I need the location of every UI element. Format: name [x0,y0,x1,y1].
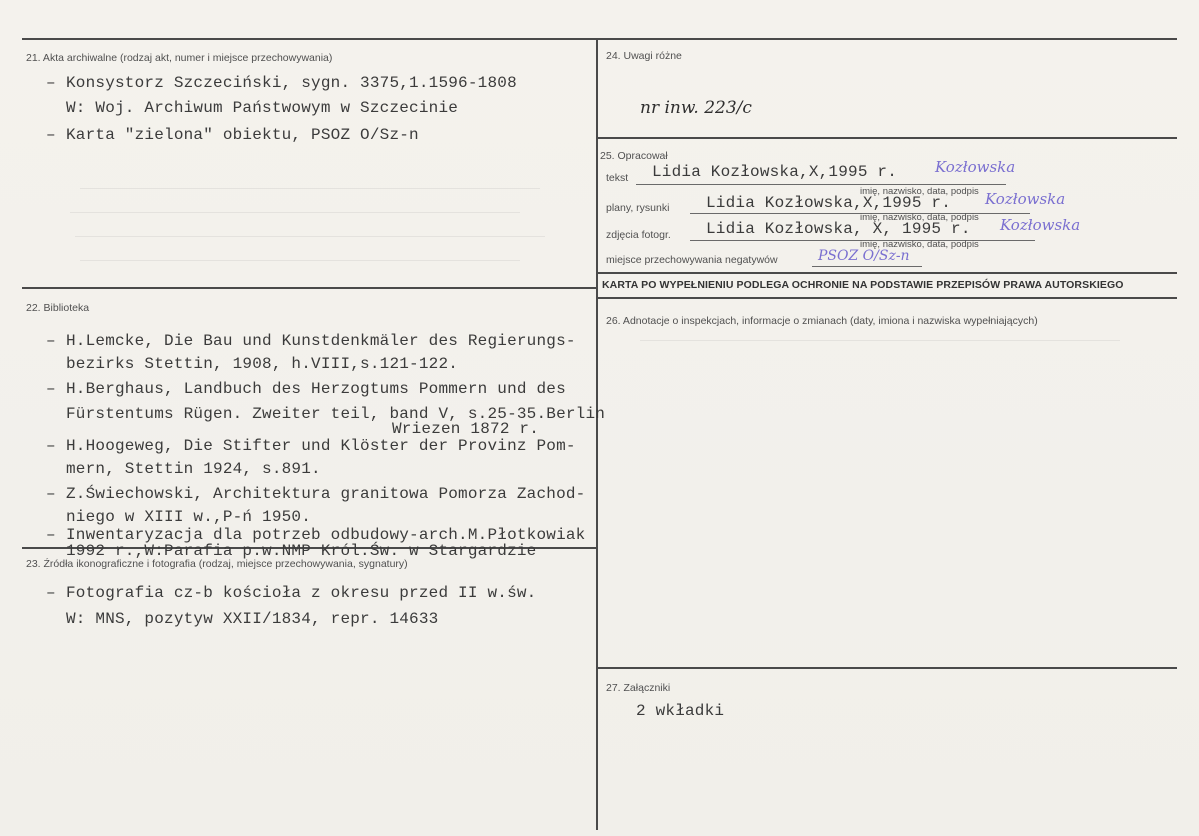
bullet: – [46,437,56,455]
library-line: bezirks Stettin, 1908, h.VIII,s.121-122. [66,355,459,373]
library-line: Inwentaryzacja dla potrzeb odbudowy-arch.M.Płotkowiak [66,526,586,544]
library-line: Wriezen 1872 r. [392,420,540,438]
signature: Kozłowska [1000,216,1081,234]
field-underline [636,184,1006,185]
library-line: Fürstentums Rügen. Zweiter teil, band V, s.25-35.Berlin [66,405,606,423]
library-line: H.Hoogeweg, Die Stifter und Klöster der Provinz Pom- [66,437,576,455]
section-23-label: 23. Źródła ikonograficzne i fotografia (rodzaj, miejsce przechowywania, sygnatury) [26,558,408,570]
library-line: Z.Świechowski, Architektura granitowa Pomorza Zachod- [66,485,586,503]
bullet: – [46,332,56,350]
center-divider [596,38,598,830]
divider-24-25 [598,137,1177,139]
divider-notice-bottom [598,297,1177,299]
divider-26-27 [598,667,1177,669]
library-line: H.Lemcke, Die Bau und Kunstdenkmäler des Regierungs- [66,332,576,350]
author-photos: Lidia Kozłowska, X, 1995 r. [706,220,971,238]
bullet: – [46,74,56,92]
bullet: – [46,526,56,544]
archive-line: Konsystorz Szczeciński, sygn. 3375,1.1596-1808 [66,74,517,92]
archive-line: Karta "zielona" obiektu, PSOZ O/Sz-n [66,126,419,144]
field-label-plans: plany, rysunki [606,202,670,214]
inventory-number-handwritten: nr inw. 223/c [640,98,752,118]
section-24-label: 24. Uwagi różne [606,50,682,62]
copyright-notice: KARTA PO WYPEŁNIENIU PODLEGA OCHRONIE NA PODSTAWIE PRZEPISÓW PRAWA AUTORSKIEGO [602,279,1124,291]
bullet: – [46,126,56,144]
iconography-line: Fotografia cz-b kościoła z okresu przed II w.św. [66,584,537,602]
negatives-location-value: PSOZ O/Sz-n [818,248,910,264]
negatives-location-label: miejsce przechowywania negatywów [606,254,778,266]
library-line: mern, Stettin 1924, s.891. [66,460,321,478]
field-label-text: tekst [606,172,629,184]
section-27-label: 27. Załączniki [606,682,671,694]
field-label-photos: zdjęcia fotogr. [606,229,671,241]
section-22-label: 22. Biblioteka [26,302,90,314]
bullet: – [46,584,56,602]
section-25-label: 25. Opracował [600,150,668,162]
section-21-label: 21. Akta archiwalne (rodzaj akt, numer i miejsce przechowywania) [26,52,333,64]
field-caption: imię, nazwisko, data, podpis [860,186,979,197]
divider-21-22 [22,287,596,289]
library-line: niego w XIII w.,P-ń 1950. [66,508,312,526]
bullet: – [46,380,56,398]
author-plans: Lidia Kozłowska,X,1995 r. [706,194,952,212]
field-underline [812,266,922,267]
archive-line: W: Woj. Archiwum Państwowym w Szczecinie [66,99,459,117]
library-line: H.Berghaus, Landbuch des Herzogtums Pommern und des [66,380,566,398]
section-26-label: 26. Adnotacje o inspekcjach, informacje o zmianach (daty, imiona i nazwiska wypełniających) [606,315,1038,327]
divider-notice-top [598,272,1177,274]
signature: Kozłowska [985,190,1066,208]
bullet: – [46,485,56,503]
iconography-line: W: MNS, pozytyw XXII/1834, repr. 14633 [66,610,439,628]
signature: Kozłowska [935,158,1016,176]
field-caption: imię, nazwisko, data, podpis [860,212,979,223]
library-line: 1992 r.,W:Parafia p.w.NMP Król.Św. w Stargardzie [66,542,537,560]
top-border [22,38,1177,40]
field-caption: imię, nazwisko, data, podpis [860,239,979,250]
author-text: Lidia Kozłowska,X,1995 r. [652,163,898,181]
attachments-value: 2 wkładki [636,702,725,720]
